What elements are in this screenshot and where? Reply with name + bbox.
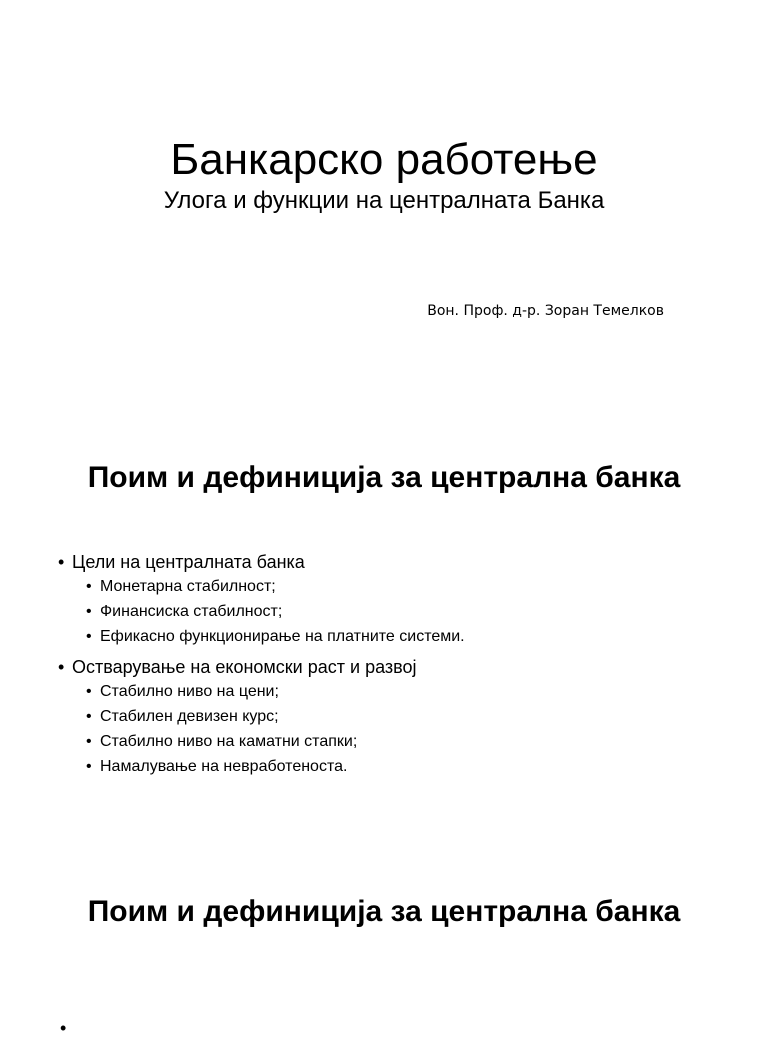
- sub-bullet-list: [58, 574, 465, 649]
- list-item: [86, 754, 465, 779]
- bullet-icon: •: [86, 578, 92, 595]
- sub-bullet-list: [58, 679, 465, 779]
- bullet-icon: •: [58, 657, 65, 677]
- bullet-icon: •: [86, 603, 92, 620]
- bullet-icon: •: [86, 628, 92, 645]
- sub-bullet-text: Намалување на невработеноста.: [100, 758, 348, 775]
- bullet-icon: •: [86, 708, 92, 725]
- sub-bullet-text: Ефикасно функционирање на платните системи.: [100, 628, 465, 645]
- bullet-icon: •: [86, 733, 92, 750]
- sub-bullet-text: Финансиска стабилност;: [100, 603, 283, 620]
- list-item: [86, 704, 465, 729]
- list-item: [86, 624, 465, 649]
- sub-bullet-text: Монетарна стабилност;: [100, 578, 276, 595]
- slide-heading: Поим и дефиниција за централна банка: [87, 461, 681, 494]
- sub-bullet-text: Стабилно ниво на цени;: [100, 683, 279, 700]
- list-item: [58, 550, 465, 649]
- slide-heading: Поим и дефиниција за централна банка: [87, 895, 681, 928]
- bullet-icon: •: [86, 683, 92, 700]
- bullet-text: Цели на централната банка: [72, 552, 305, 572]
- bullet-list: [58, 550, 465, 779]
- list-item: [86, 574, 465, 599]
- list-item: [86, 679, 465, 704]
- list-item: [58, 655, 465, 779]
- cut-off-bullet: [60, 1016, 74, 1040]
- content-slide: [0, 440, 768, 820]
- presentation-subtitle: Улога и функции на централната Банка: [163, 187, 605, 214]
- title-slide: [0, 0, 768, 400]
- author-line: Вон. Проф. д-р. Зоран Темелков: [427, 303, 664, 319]
- content-slide-partial: [0, 874, 768, 1038]
- list-item: [86, 599, 465, 624]
- sub-bullet-text: Стабилно ниво на каматни стапки;: [100, 733, 358, 750]
- list-item: [86, 729, 465, 754]
- sub-bullet-text: Стабилен девизен курс;: [100, 708, 279, 725]
- bullet-icon: •: [58, 552, 65, 572]
- bullet-icon: •: [86, 758, 92, 775]
- presentation-title: Банкарско работење: [170, 135, 598, 184]
- bullet-text: Остварување на економски раст и развој: [72, 657, 417, 677]
- bullet-icon: •: [60, 1018, 67, 1038]
